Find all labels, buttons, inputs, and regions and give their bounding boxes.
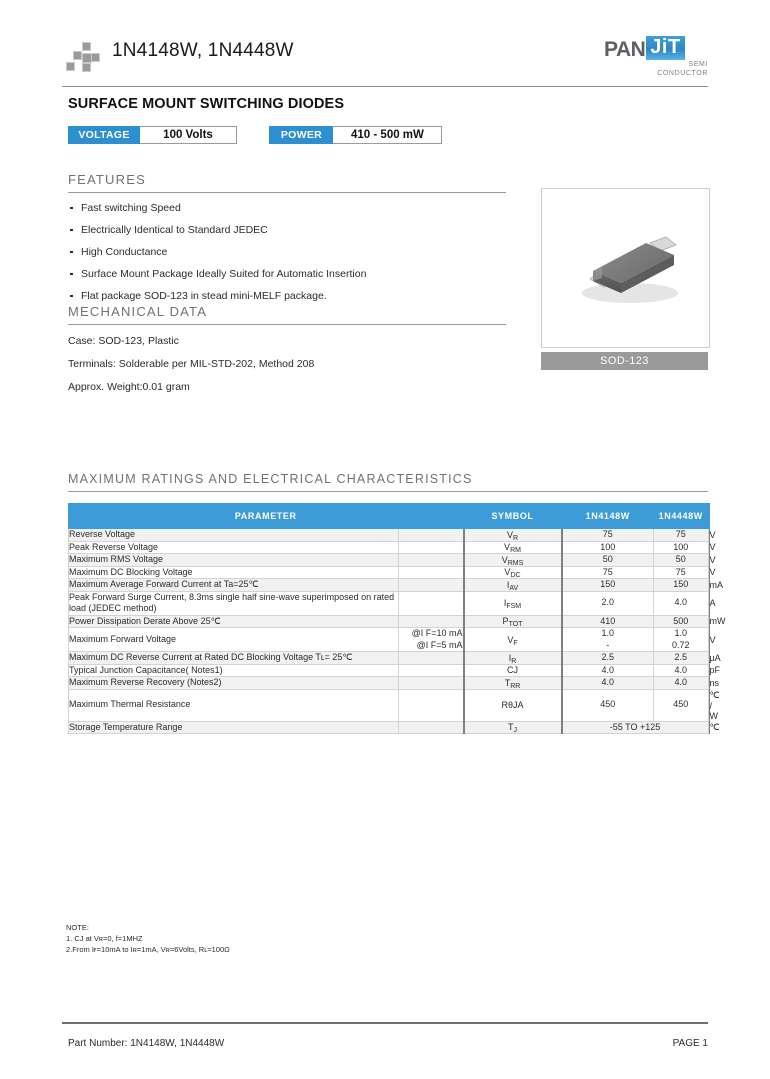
cell-value-1n4148w: 4.0 bbox=[562, 677, 654, 690]
table-row: Maximum DC Reverse Current at Rated DC Blocking Voltage Tʟ= 25℃ $I_R$ 2.5 2.5 µA bbox=[69, 652, 721, 665]
power-badge-label: POWER bbox=[269, 126, 333, 144]
notes-title: NOTE: bbox=[66, 923, 89, 932]
column-header-part-1n4448w: 1N4448W bbox=[654, 504, 709, 529]
ratings-table bbox=[68, 503, 740, 735]
cell-condition bbox=[399, 652, 464, 665]
table-row: Maximum Average Forward Current at Ta=25℃ $I_{AV}$ 150 150 mA bbox=[69, 579, 723, 592]
value-line-1: 1.0 bbox=[601, 628, 614, 638]
value-line-2: 0.72 bbox=[671, 639, 690, 650]
cell-value-1n4148w: 2.5 bbox=[562, 652, 654, 665]
ratings-heading: MAXIMUM RATINGS AND ELECTRICAL CHARACTERISTICS bbox=[68, 472, 473, 486]
cell-value-1n4448w bbox=[654, 628, 709, 652]
list-item: Case: SOD-123, Plastic bbox=[68, 335, 179, 347]
cell-symbol: $I_{FSM}$ bbox=[464, 591, 562, 615]
logo-pan-text: PAN bbox=[604, 38, 646, 61]
value-line-1: 1.0 bbox=[674, 628, 687, 638]
panjit-logo bbox=[604, 36, 708, 80]
cell-symbol: $I_R$ bbox=[464, 652, 562, 665]
table-row: Maximum DC Blocking Voltage $V_{DC}$ 75 75 V bbox=[69, 566, 716, 580]
cell-condition bbox=[399, 541, 464, 554]
voltage-badge bbox=[68, 126, 237, 144]
cell-symbol: $I_{AV}$ bbox=[464, 579, 562, 592]
cell-value-1n4148w: 450 bbox=[562, 689, 654, 721]
cell-value-1n4148w: 100 bbox=[562, 541, 654, 554]
cell-condition bbox=[399, 566, 464, 579]
cell-symbol: $V_{RMS}$ bbox=[464, 554, 562, 567]
power-badge-value: 410 - 500 mW bbox=[333, 126, 442, 144]
cell-parameter: Maximum Average Forward Current at Ta=25℃ bbox=[69, 579, 399, 592]
table-row: Maximum Thermal Resistance RθJA 450 450 ℃ / W bbox=[69, 689, 720, 721]
footer-divider bbox=[62, 1022, 708, 1024]
cell-parameter: Peak Forward Surge Current, 8.3ms single half sine-wave superimposed on rated load (JEDEC method) bbox=[69, 591, 399, 615]
cell-value-1n4448w: 150 bbox=[654, 579, 709, 592]
table-header-row: PARAMETER SYMBOL 1N4148W 1N4448W UNITS bbox=[69, 504, 709, 529]
cell-value-1n4448w: 500 bbox=[654, 615, 709, 628]
cell-value-1n4448w: 100 bbox=[654, 541, 709, 554]
mechanical-data-heading: MECHANICAL DATA bbox=[68, 304, 208, 319]
features-list bbox=[68, 193, 506, 302]
logo-wordmark bbox=[604, 36, 685, 60]
note-1: 1. CJ at Vʀ=0, f=1MHZ bbox=[66, 934, 143, 943]
condition-line-2: @I F=5 mA bbox=[416, 639, 463, 650]
cell-value-1n4148w: 2.0 bbox=[562, 591, 654, 615]
column-header-parameter: PARAMETER bbox=[69, 504, 464, 529]
cell-value-1n4448w: 4.0 bbox=[654, 664, 709, 677]
package-image-box bbox=[541, 188, 710, 348]
table-row: Maximum Forward Voltage @I F=10 mA @I F=5 mA $V_F$ 1.0 - 1.0 0.72 V bbox=[69, 628, 716, 650]
cell-symbol: $V_{RM}$ bbox=[464, 541, 562, 554]
list-item: Fast switching Speed bbox=[68, 202, 506, 214]
cell-symbol: $V_F$ bbox=[464, 628, 562, 652]
cell-value-1n4148w: 150 bbox=[562, 579, 654, 592]
cell-value-1n4448w: 2.5 bbox=[654, 652, 709, 665]
cell-symbol: RθJA bbox=[464, 689, 562, 721]
value-line-2: - bbox=[606, 639, 610, 650]
condition-line-1: @I F=10 mA bbox=[411, 628, 463, 638]
cell-symbol: $V_{DC}$ bbox=[464, 566, 562, 579]
cell-condition bbox=[399, 591, 464, 615]
cell-condition bbox=[399, 689, 464, 721]
package-label: SOD-123 bbox=[541, 352, 708, 370]
spec-badges bbox=[68, 126, 442, 146]
cell-condition bbox=[399, 579, 464, 592]
features-heading: FEATURES bbox=[68, 172, 146, 187]
table-row: Peak Forward Surge Current, 8.3ms single half sine-wave superimposed on rated load (JEDEC method) $I_{FSM}$ 2.0 4.0 A bbox=[69, 591, 716, 613]
logo-jit-badge: JiT bbox=[646, 36, 684, 60]
ratings-rule bbox=[68, 491, 708, 492]
list-item: High Conductance bbox=[68, 246, 506, 258]
table-row: Typical Junction Capacitance( Notes1) CJ 4.0 4.0 pF bbox=[69, 664, 721, 676]
voltage-badge-value: 100 Volts bbox=[140, 126, 237, 144]
cell-parameter: Typical Junction Capacitance( Notes1) bbox=[69, 664, 399, 677]
cell-condition bbox=[399, 664, 464, 677]
list-item: Electrically Identical to Standard JEDEC bbox=[68, 224, 506, 236]
page-title: 1N4148W, 1N4448W bbox=[112, 40, 294, 61]
cell-symbol: $T_J$ bbox=[464, 721, 562, 734]
cell-condition bbox=[399, 677, 464, 690]
footer-part-number: Part Number: 1N4148W, 1N4448W bbox=[68, 1038, 225, 1049]
column-header-part-1n4148w: 1N4148W bbox=[562, 504, 654, 529]
voltage-badge-label: VOLTAGE bbox=[68, 126, 140, 144]
cell-value-1n4148w bbox=[562, 628, 654, 652]
cell-value-1n4148w: 75 bbox=[562, 529, 654, 542]
list-item: Flat package SOD-123 in stead mini-MELF package. bbox=[68, 290, 506, 302]
cell-condition bbox=[399, 554, 464, 567]
footer-page-number: PAGE 1 bbox=[672, 1038, 708, 1049]
cell-condition bbox=[399, 615, 464, 628]
cell-symbol: $P_{TOT}$ bbox=[464, 615, 562, 628]
cell-value-1n4448w: 4.0 bbox=[654, 677, 709, 690]
table-row: Storage Temperature Range $T_J$ -55 TO +125 ℃ bbox=[69, 721, 720, 735]
cell-condition bbox=[399, 628, 464, 652]
cell-parameter: Maximum DC Blocking Voltage bbox=[69, 566, 399, 579]
cell-value-1n4148w: 410 bbox=[562, 615, 654, 628]
cell-value-1n4148w: 4.0 bbox=[562, 664, 654, 677]
logo-tagline-line2: CONDUCTOR bbox=[657, 70, 708, 77]
cell-condition bbox=[399, 721, 464, 734]
header-divider bbox=[62, 86, 708, 87]
list-item: Approx. Weight:0.01 gram bbox=[68, 381, 190, 393]
cell-value-1n4148w: 50 bbox=[562, 554, 654, 567]
cell-parameter: Peak Reverse Voltage bbox=[69, 541, 399, 554]
cell-value-span: -55 TO +125 bbox=[562, 721, 709, 734]
cell-value-1n4148w: 75 bbox=[562, 566, 654, 579]
power-badge bbox=[269, 126, 442, 144]
cell-parameter: Storage Temperature Range bbox=[69, 721, 399, 734]
list-item: Surface Mount Package Ideally Suited for Automatic Insertion bbox=[68, 268, 506, 280]
cell-parameter: Maximum Thermal Resistance bbox=[69, 689, 399, 721]
column-header-symbol: SYMBOL bbox=[464, 504, 562, 529]
cell-parameter: Reverse Voltage bbox=[69, 529, 399, 542]
notes-block bbox=[66, 922, 486, 955]
document-subtitle: SURFACE MOUNT SWITCHING DIODES bbox=[68, 96, 345, 112]
table-row: Power Dissipation Derate Above 25℃ $P_{TOT}$ 410 500 mW bbox=[69, 615, 726, 629]
table-row: Maximum RMS Voltage $V_{RMS}$ 50 50 V bbox=[69, 554, 716, 567]
mechanical-data-list bbox=[68, 325, 506, 393]
table-header bbox=[69, 504, 740, 529]
logo-tagline-line1: SEMI bbox=[688, 61, 708, 68]
cell-symbol: $V_R$ bbox=[464, 529, 562, 542]
cell-parameter: Maximum RMS Voltage bbox=[69, 554, 399, 567]
sod123-package-icon bbox=[542, 189, 709, 347]
cell-value-1n4448w: 50 bbox=[654, 554, 709, 567]
panjit-dots-icon bbox=[66, 42, 102, 72]
cell-value-1n4448w: 450 bbox=[654, 689, 709, 721]
mechanical-data-section bbox=[68, 304, 506, 404]
ratings-section-header bbox=[68, 472, 708, 492]
page-header bbox=[62, 32, 708, 84]
cell-value-1n4448w: 4.0 bbox=[654, 591, 709, 615]
cell-value-1n4448w: 75 bbox=[654, 566, 709, 579]
cell-parameter: Maximum Forward Voltage bbox=[69, 628, 399, 652]
note-2: 2.From Iғ=10mA to Iʀ=1mA, Vʀ=6Volts, Rʟ=100Ω bbox=[66, 945, 230, 954]
cell-parameter: Maximum DC Reverse Current at Rated DC Blocking Voltage Tʟ= 25℃ bbox=[69, 652, 399, 665]
table-row: Maximum Reverse Recovery (Notes2) $T_{RR}$ 4.0 4.0 ns bbox=[69, 677, 720, 690]
cell-parameter: Power Dissipation Derate Above 25℃ bbox=[69, 615, 399, 628]
list-item: Terminals: Solderable per MIL-STD-202, Method 208 bbox=[68, 358, 315, 370]
table-body bbox=[69, 529, 726, 735]
cell-symbol: $T_{RR}$ bbox=[464, 677, 562, 690]
table-row: Reverse Voltage $V_R$ 75 75 V bbox=[69, 529, 716, 542]
logo-tagline bbox=[657, 60, 708, 78]
cell-value-1n4448w: 75 bbox=[654, 529, 709, 542]
table-row: Peak Reverse Voltage $V_{RM}$ 100 100 V bbox=[69, 541, 716, 555]
features-section bbox=[68, 172, 506, 312]
cell-symbol: CJ bbox=[464, 664, 562, 677]
cell-condition bbox=[399, 529, 464, 542]
cell-parameter: Maximum Reverse Recovery (Notes2) bbox=[69, 677, 399, 690]
